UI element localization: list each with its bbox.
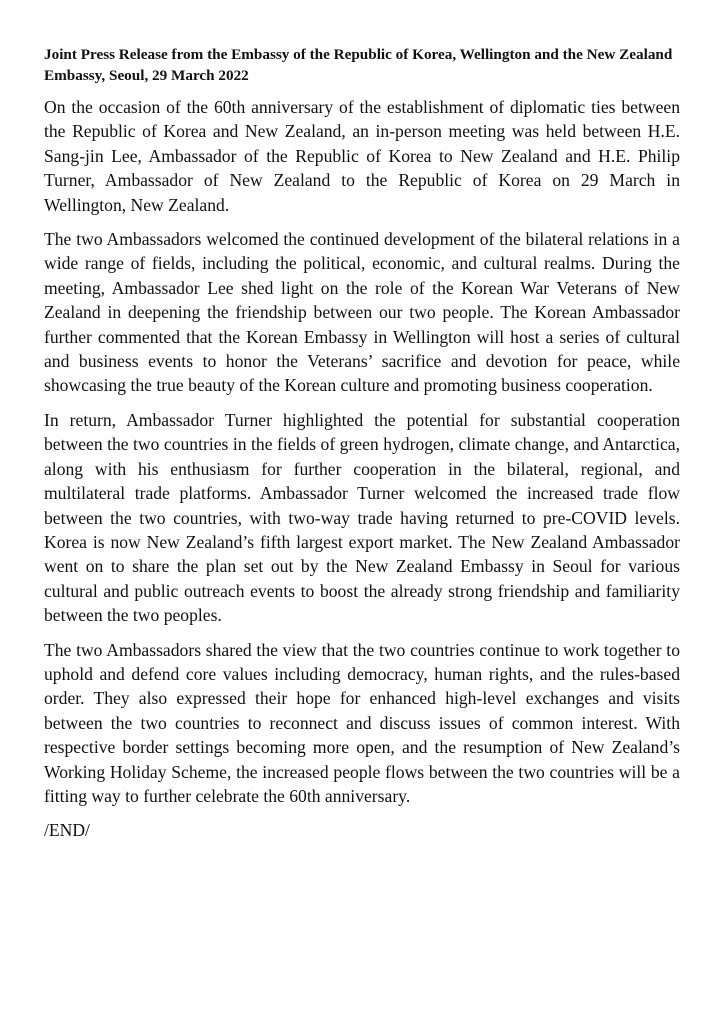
end-marker: /END/ [44, 820, 90, 841]
press-release-title: Joint Press Release from the Embassy of the Republic of Korea, Wellington and the New Zealand Embassy, Seoul, 29 March 2022 [44, 46, 673, 84]
paragraph-shared-values: The two Ambassadors shared the view that the two countries continue to work together to uphold and defend core values including democracy, human rights, and the rules-based order. They also expressed their hope for enhanced high-level exchanges and visits between the two countries to reconnect and discuss issues of common interest. With respective border settings becoming more open, and the resumption of New Zealand’s Working Holiday Scheme, the increased people flows between the two countries will be a fitting way to further celebrate the 60th anniversary. [44, 639, 680, 806]
paragraph-anniversary-meeting: On the occasion of the 60th anniversary of the establishment of diplomatic ties between the Republic of Korea and New Zealand, an in-person meeting was held between H.E. Sang-jin Lee, Ambassador of the Republic of Korea to New Zealand and H.E. Philip Turner, Ambassador of New Zealand to the Republic of Korea on 29 March in Wellington, New Zealand. [44, 97, 680, 215]
document-body [44, 44, 680, 843]
paragraph-bilateral-relations: The two Ambassadors welcomed the continued development of the bilateral relations in a wide range of fields, including the political, economic, and cultural realms. During the meeting, Ambassador Lee shed light on the role of the Korean War Veterans of New Zealand in deepening the friendship between our two people. The Korean Ambassador further commented that the Korean Embassy in Wellington will host a series of cultural and business events to honor the Veterans’ sacrifice and devotion for peace, while showcasing the true beauty of the Korean culture and promoting business cooperation. [44, 229, 680, 396]
paragraph-trade-cooperation: In return, Ambassador Turner highlighted the potential for substantial cooperation between the two countries in the fields of green hydrogen, climate change, and Antarctica, along with his enthusiasm for further cooperation in the bilateral, regional, and multilateral trade platforms. Ambassador Turner welcomed the increased trade flow between the two countries, with two-way trade having returned to pre-COVID levels. Korea is now New Zealand’s fifth largest export market. The New Zealand Ambassador went on to share the plan set out by the New Zealand Embassy in Seoul for various cultural and public outreach events to boost the already strong friendship and familiarity between the two peoples. [44, 409, 680, 626]
